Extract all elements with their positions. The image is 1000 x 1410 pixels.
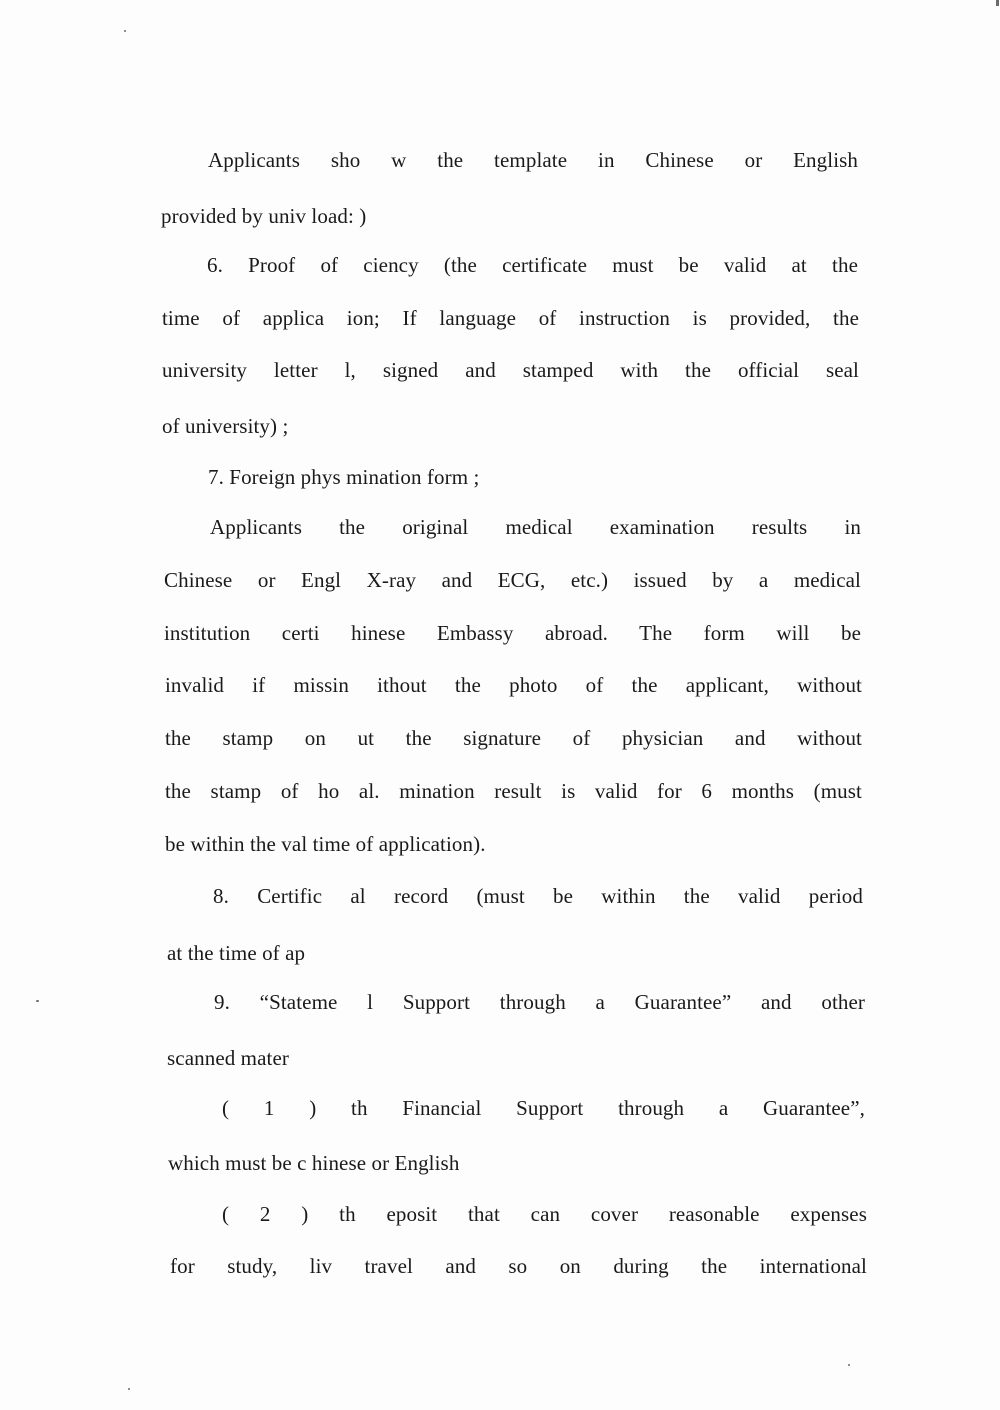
text-line: 7. Foreign phys mination form ; — [208, 465, 480, 489]
text-line: invalid if missin ithout the photo of the applicant, without — [165, 673, 862, 697]
text-line: ( 2 ) th eposit that can cover reasonable expenses — [222, 1202, 867, 1226]
text-line: for study, liv travel and so on during the international — [170, 1254, 867, 1278]
text-line: university letter l, signed and stamped with the official seal — [162, 358, 859, 382]
text-line: time of applica ion; If language of instruction is provided, the — [162, 306, 859, 330]
text-line: of university) ; — [162, 414, 289, 438]
text-line: 9. “Stateme l Support through a Guarantee” and other — [214, 990, 865, 1014]
text-line: the stamp of ho al. mination result is valid for 6 months (must — [165, 779, 862, 803]
text-line: 6. Proof of ciency (the certificate must be valid at the — [207, 253, 858, 277]
text-line: institution certi hinese Embassy abroad. The form will be — [164, 621, 861, 645]
scan-speck — [128, 1388, 130, 1390]
scan-speck — [124, 30, 126, 32]
text-line: Applicants sho w the template in Chinese or English — [208, 148, 858, 172]
text-line: the stamp on ut the signature of physician and without — [165, 726, 862, 750]
text-line: 8. Certific al record (must be within the valid period — [213, 884, 863, 908]
text-line: at the time of ap — [167, 941, 306, 965]
text-line: provided by univ load: ) — [161, 204, 367, 228]
scan-speck — [36, 1000, 39, 1002]
text-line: ( 1 ) th Financial Support through a Guarantee”, — [222, 1096, 865, 1120]
scan-speck — [848, 1364, 850, 1366]
scan-speck — [996, 0, 999, 6]
text-line: which must be c hinese or English — [168, 1151, 460, 1175]
text-line: be within the val time of application). — [165, 832, 486, 856]
text-line: scanned mater — [167, 1046, 289, 1070]
text-line: Applicants the original medical examination results in — [210, 515, 861, 539]
text-line: Chinese or Engl X-ray and ECG, etc.) issued by a medical — [164, 568, 861, 592]
